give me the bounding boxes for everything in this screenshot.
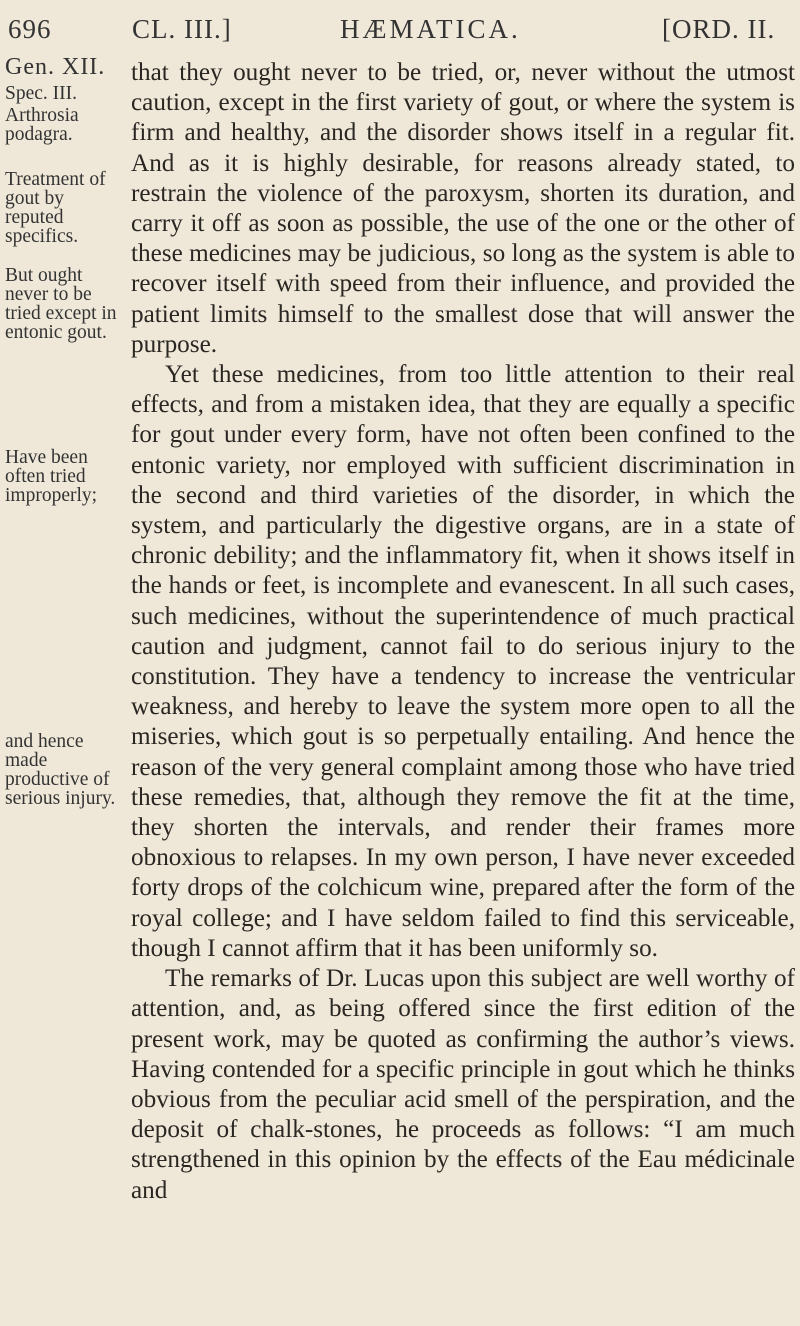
page-number: 696: [8, 14, 52, 44]
order-label: [ORD. II.: [662, 14, 776, 44]
sidenote-but-ought: But ought never to be tried except in entonic gout.: [5, 265, 117, 343]
body-text: [131, 58, 795, 1206]
paragraph-3: The remarks of Dr. Lucas upon this subject are well worthy of attention, and, as being offered since the first edition of the present work, may be quoted as confirming the author’s views. Having contended for a specific principle in gout which he thinks obvious from the peculiar acid smell of the perspiration, and the deposit of chalk-stones, he proceeds as follows: “I am much strengthened in this opinion by the effects of the Eau médicinale and: [131, 965, 795, 1204]
running-title: HÆMATICA.: [340, 14, 521, 44]
sidenote-genus: Gen. XII.: [5, 54, 106, 80]
sidenote-and-hence: and hence made productive of serious injury.: [5, 731, 116, 809]
sidenote-have-been: Have been often tried improperly;: [5, 447, 98, 506]
sidenote-treatment: Treatment of gout by reputed specifics.: [5, 169, 106, 247]
sidenote-species: Spec. III.: [5, 83, 78, 104]
sidenote-arthrosia: Arthrosia podagra.: [5, 105, 79, 145]
paragraph-2: Yet these medicines, from too little attention to their real effects, and from a mistaken idea, that they are equally a specific for gout under every form, have not often been confined to the entonic variety, nor employed with sufficient discrimination in the second and third varieties of the disorder, in which the system, and particularly the digestive organs, are in a state of chronic debility; and the inflammatory fit, when it shows itself in the hands or feet, is incomplete and evanescent. In all such cases, such medicines, without the superintendence of much practical caution and judgment, cannot fail to do serious injury to the constitution. They have a tendency to increase the ventricular weakness, and hereby to leave the system more open to all the miseries, which gout is so perpetually entailing. And hence the reason of the very general complaint among those who have tried these remedies, that, although they remove the fit at the time, they shorten the intervals, and render their frames more obnoxious to relapses. In my own person, I have never exceeded forty drops of the colchicum wine, prepared after the form of the royal college; and I have seldom failed to find this serviceable, though I cannot affirm that it has been uniformly so.: [131, 361, 795, 962]
chapter-label: CL. III.]: [132, 14, 232, 44]
running-header: [0, 14, 800, 54]
paragraph-1: that they ought never to be tried, or, never without the utmost caution, except in the first variety of gout, or where the system is firm and healthy, and the disorder shows itself in a regular fit. And as it is highly desirable, for reasons already stated, to restrain the violence of the paroxysm, shorten its duration, and carry it off as soon as possible, the use of the one or the other of these medicines may be judicious, so long as the system is able to recover itself with speed from their influence, and provided the patient limits himself to the smallest dose that will answer the purpose.: [131, 59, 795, 358]
